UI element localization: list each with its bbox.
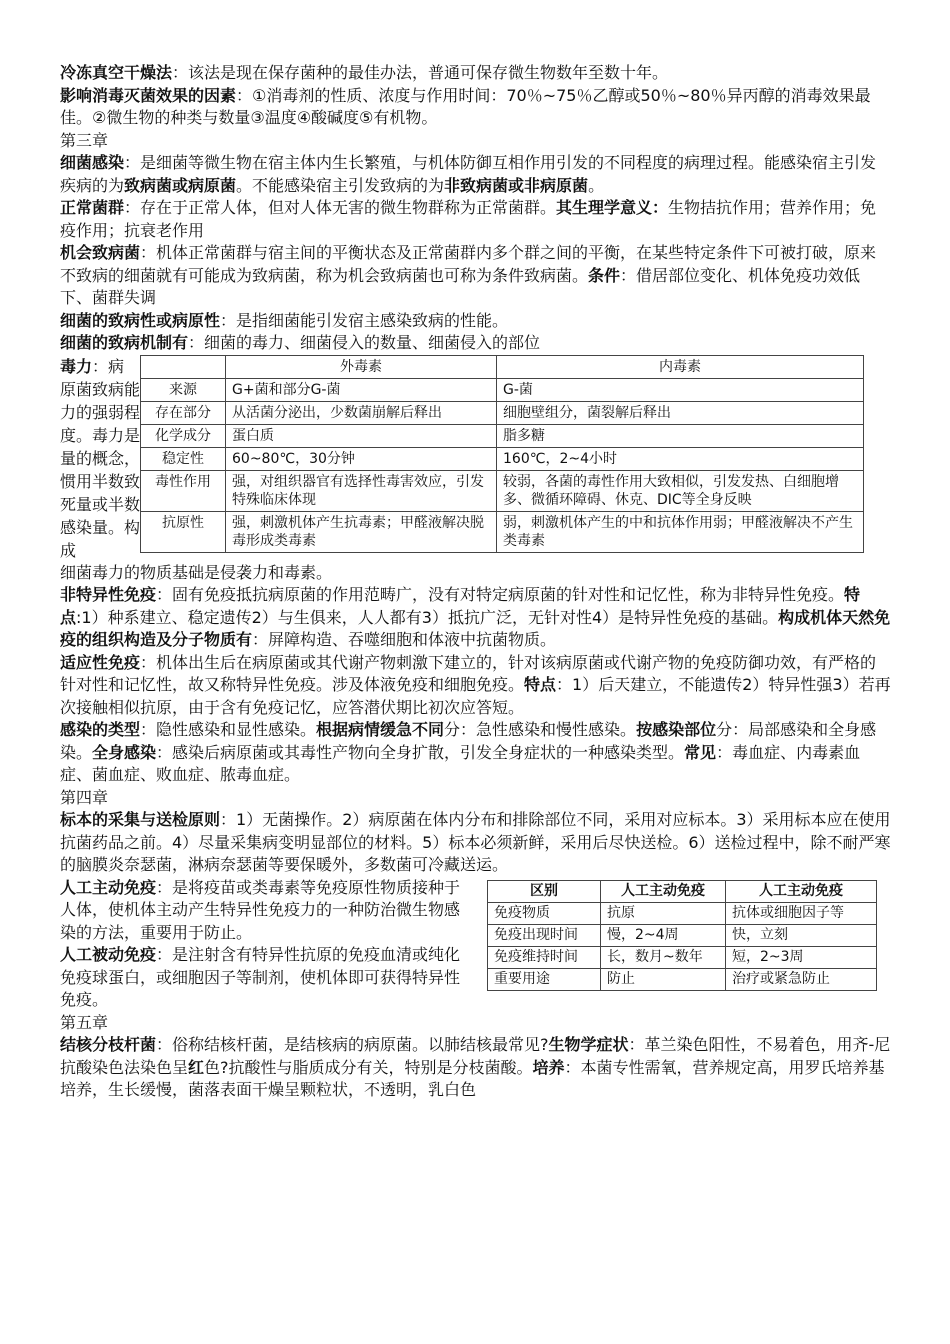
cell: 60~80℃，30分钟: [226, 447, 497, 470]
table-row: [488, 902, 877, 924]
term: 结核分枝杆菌: [60, 1035, 157, 1054]
term: 感染的类型: [60, 720, 141, 739]
chapter-3-heading: 第三章: [60, 130, 109, 150]
table-row: [488, 924, 877, 946]
term: 影响消毒灭菌效果的因素: [60, 85, 237, 105]
cell: 脂多糖: [497, 424, 864, 447]
row-label: 存在部分: [141, 401, 226, 424]
cell: 160℃，2~4小时: [497, 447, 864, 470]
paragraph-normal-flora: [60, 197, 892, 242]
term: 生物学症状: [548, 1035, 629, 1054]
text: ：存在于正常人体，但对人体无害的微生物群称为正常菌群。: [124, 198, 557, 217]
paragraph-freeze-drying: [60, 62, 892, 85]
cell: 蛋白质: [226, 424, 497, 447]
header-cell: 人工主动免疫: [726, 880, 877, 902]
table-header-row: [488, 880, 877, 902]
toxin-comparison-table: [140, 355, 864, 553]
text: ：1）后天建立，不能遗传2）特异性强3）若再次接触相似抗原，由于含有免疫记忆，应答潜伏期比初次应答短。: [60, 675, 891, 717]
text: ：借居部位变化、机体免疫功效低下、菌群失调: [60, 265, 861, 307]
term: 红: [188, 1057, 205, 1077]
term: 培养: [532, 1057, 565, 1077]
cell: 较弱，各菌的毒性作用大致相似，引发发热、白细胞增多、微循环障碍、休克、DIC等全身反映: [497, 470, 864, 511]
paragraph-active-immunization: [60, 877, 465, 945]
text: ：是指细菌能引发宿主感染致病的性能。: [220, 310, 509, 330]
row-label: 抗原性: [141, 511, 226, 552]
text: ：是将疫苗或类毒素等免疫原性物质接种于人体，使机体主动产生特异性免疫力的一种防治微生物感染的方法，重要用于防止。: [60, 877, 461, 942]
paragraph-bacterial-infection: [60, 152, 892, 197]
text: ：俗称结核杆菌，是结核病的病原菌。以肺结核最常见?: [156, 1035, 549, 1054]
text: 色?抗酸性与脂质成分有关，特别是分枝菌酸。: [204, 1057, 533, 1077]
table-row: [141, 378, 864, 401]
cell: 抗体或细胞因子等: [726, 902, 877, 924]
row-label: 免疫物质: [488, 902, 601, 924]
text: ：细菌的毒力、细菌侵入的数量、细菌侵入的部位: [188, 333, 541, 352]
header-cell: 内毒素: [497, 355, 864, 378]
text: ：屏障构造、吞噬细胞和体液中抗菌物质。: [252, 630, 557, 649]
cell: 短，2~3周: [726, 946, 877, 968]
text: ：感染后病原菌或其毒性产物向全身扩散，引发全身症状的一种感染类型。: [156, 742, 685, 762]
text: ：革兰染色阳性，不易着色，用齐-尼抗酸染色法染色呈: [60, 1035, 891, 1077]
table-row: [141, 511, 864, 552]
term: 人工主动免疫: [60, 877, 157, 897]
term: 常见: [684, 742, 717, 762]
text: 生物拮抗作用；营养作用；免疫作用；抗衰老作用: [60, 198, 877, 240]
paragraph-infection-types: [60, 719, 892, 787]
virulence-continuation: 细菌毒力的物质基础是侵袭力和毒素。: [60, 562, 333, 582]
text: 。: [588, 175, 605, 195]
term: 特点: [524, 675, 557, 694]
cell: 细胞壁组分，菌裂解后释出: [497, 401, 864, 424]
table-row: [141, 447, 864, 470]
cell: 弱，刺激机体产生的中和抗体作用弱；甲醛液解决不产生类毒素: [497, 511, 864, 552]
row-label: 免疫维持时间: [488, 946, 601, 968]
chapter-5-heading: 第五章: [60, 1012, 109, 1032]
cell: 快，立刻: [726, 924, 877, 946]
term: 人工被动免疫: [60, 945, 157, 964]
cell: G+菌和部分G-菌: [226, 378, 497, 401]
term: 毒力: [60, 356, 93, 376]
text: ：①消毒剂的性质、浓度与作用时间：70％~75％乙醇或50％~80％异丙醇的消毒效果最佳。②微生物的种类与数量③温度④酸碱度⑤有机物。: [60, 85, 871, 127]
cell: 防止: [601, 968, 726, 990]
term: 致病菌或病原菌: [124, 175, 237, 195]
table-header-row: [141, 355, 864, 378]
term: 细菌的致病机制有: [60, 333, 189, 352]
text: ：病原菌致病能力的强弱程度。毒力是量的概念，惯用半数致死量或半数感染量。构成: [60, 356, 141, 560]
text: 分：急性感染和慢性感染。: [444, 720, 637, 739]
header-cell: 外毒素: [226, 355, 497, 378]
text: ：该法是现在保存菌种的最佳办法，普通可保存微生物数年至数十年。: [172, 63, 669, 82]
text: ：固有免疫抵抗病原菌的作用范畴广，没有对特定病原菌的针对性和记忆性，称为非特异性免疫。: [156, 585, 845, 604]
table-row: [141, 470, 864, 511]
paragraph-pathogenicity: [60, 310, 892, 333]
cell: 治疗或紧急防止: [726, 968, 877, 990]
term: 适应性免疫: [60, 652, 141, 672]
cell: 慢，2~4周: [601, 924, 726, 946]
text: 分：局部感染和全身感染。: [60, 720, 877, 762]
row-label: 重要用途: [488, 968, 601, 990]
cell: 从活菌分泌出，少数菌崩解后释出: [226, 401, 497, 424]
term: 特点: [60, 585, 861, 627]
immunization-text: [60, 877, 465, 1012]
paragraph-adaptive-immunity: [60, 652, 892, 720]
header-cell: 人工主动免疫: [601, 880, 726, 902]
paragraph-mechanism: [60, 332, 892, 355]
row-label: 化学成分: [141, 424, 226, 447]
text: ：隐性感染和显性感染。: [140, 720, 317, 739]
cell: G-菌: [497, 378, 864, 401]
text: ：本菌专性需氧，营养规定高，用罗氏培养基培养，生长缓慢，菌落表面干燥呈颗粒状，不透明，乳白色: [60, 1057, 885, 1099]
text: ：机体出生后在病原菌或其代谢产物刺激下建立的，针对该病原菌或代谢产物的免疫防御功效，有严格的针对性和记忆性，故又称特异性免疫。涉及体液免疫和细胞免疫。: [60, 652, 877, 694]
text: ：是细菌等微生物在宿主体内生长繁殖，与机体防御互相作用引发的不同程度的病理过程。能感染宿主引发疾病的为: [60, 153, 877, 195]
paragraph-tuberculosis: [60, 1034, 892, 1102]
table-row: [141, 424, 864, 447]
term: 标本的采集与送检原则: [60, 810, 221, 829]
term: 根据病情缓急不同: [316, 720, 445, 739]
cell: 抗原: [601, 902, 726, 924]
virulence-section: [60, 355, 892, 585]
row-label: 毒性作用: [141, 470, 226, 511]
term: 其生理学意义：: [556, 198, 669, 217]
cell: 强，对组织器官有选择性毒害效应，引发特殊临床体现: [226, 470, 497, 511]
table-row: [141, 401, 864, 424]
row-label: 免疫出现时间: [488, 924, 601, 946]
paragraph-specimen-principles: [60, 809, 892, 877]
text: ：毒血症、内毒素血症、菌血症、败血症、脓毒血症。: [60, 742, 861, 784]
text: ：机体正常菌群与宿主间的平衡状态及正常菌群内多个群之间的平衡，在某些特定条件下可被打破，原来不致病的细菌就有可能成为致病菌，称为机会致病菌也可称为条件致病菌。: [60, 243, 877, 285]
document-page: [60, 62, 892, 1102]
term: 非致病菌或非病原菌: [444, 175, 589, 195]
virulence-side-text: [60, 355, 140, 562]
term: 条件: [588, 265, 621, 285]
table-row: [488, 968, 877, 990]
immunization-section: [60, 877, 892, 1012]
term: 全身感染: [92, 742, 157, 762]
term: 冷冻真空干燥法: [60, 63, 173, 82]
term: 非特异性免疫: [60, 585, 157, 604]
text: ：是注射含有特异性抗原的免疫血清或纯化免疫球蛋白，或细胞因子等制剂，使机体即可获得特异性免疫。: [60, 945, 461, 1009]
chapter-4-heading: 第四章: [60, 787, 109, 807]
header-cell: 区别: [488, 880, 601, 902]
term: 机会致病菌: [60, 243, 141, 262]
text: :1）种系建立、稳定遗传2）与生俱来，人人都有3）抵抗广泛，无针对性4）是特异性免疫的基础。: [76, 607, 779, 627]
row-label: 稳定性: [141, 447, 226, 470]
text: 。不能感染宿主引发致病的为: [236, 175, 445, 195]
cell: 长，数月~数年: [601, 946, 726, 968]
term: 细菌的致病性或病原性: [60, 310, 221, 330]
paragraph-disinfection-factors: [60, 85, 892, 130]
term: 正常菌群: [60, 198, 125, 217]
cell: 强，刺激机体产生抗毒素；甲醛液解决脱毒形成类毒素: [226, 511, 497, 552]
paragraph-innate-immunity: [60, 584, 892, 652]
paragraph-passive-immunization: [60, 944, 465, 1012]
term: 细菌感染: [60, 153, 125, 172]
term: 构成机体天然免疫的组织构造及分子物质有: [60, 607, 891, 649]
text: ：1）无菌操作。2）病原菌在体内分布和排除部位不同，采用对应标本。3）采用标本应在使用抗菌药品之前。4）尽量采集病变明显部位的材料。5）标本必须新鲜，采用后尽快送检。6）送检过程中，除不耐严寒的脑膜炎奈瑟菌，淋病奈瑟菌等要保暖外，多数菌可冷藏送运。: [60, 810, 891, 874]
header-cell: [141, 355, 226, 378]
term: 按感染部位: [636, 720, 717, 739]
row-label: 来源: [141, 378, 226, 401]
paragraph-opportunistic: [60, 242, 892, 310]
table-row: [488, 946, 877, 968]
immunization-comparison-table: [487, 880, 877, 991]
